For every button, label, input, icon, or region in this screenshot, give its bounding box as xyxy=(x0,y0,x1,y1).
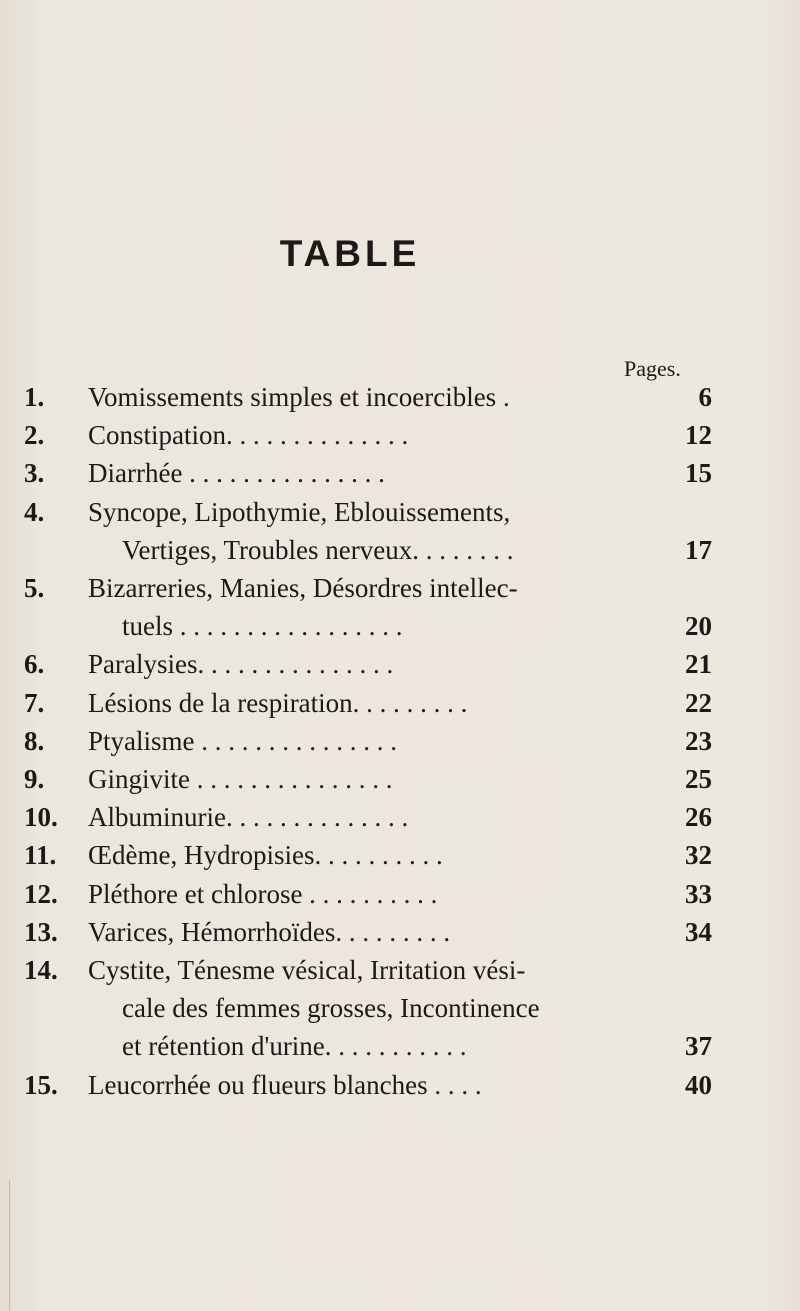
toc-entry-text: Leucorrhée ou flueurs blanches . . . . xyxy=(88,1069,482,1100)
toc-entry-text: Lésions de la respiration. . . . . . . . . xyxy=(88,687,468,718)
toc-entry-page: 12 xyxy=(685,420,712,451)
toc-entry-text: cale des femmes grosses, Incontinence xyxy=(122,993,540,1024)
toc-line xyxy=(0,458,800,498)
toc-line xyxy=(0,688,800,728)
toc-entry-text: Syncope, Lipothymie, Eblouissements, xyxy=(88,496,511,527)
toc-entry-number: 10. xyxy=(24,802,58,833)
toc-entry-page: 34 xyxy=(685,916,712,947)
toc-line xyxy=(0,382,800,422)
toc-line xyxy=(0,879,800,919)
toc-entry-number: 5. xyxy=(24,573,45,603)
toc-entry-page: 20 xyxy=(685,611,712,642)
toc-entry-number: 3. xyxy=(24,458,45,489)
toc-entry-number: 8. xyxy=(24,725,45,756)
page-title: TABLE xyxy=(279,233,421,274)
toc-entry-text: Constipation. . . . . . . . . . . . . . xyxy=(88,420,409,451)
toc-entry-page: 21 xyxy=(685,649,712,680)
toc-entry-page: 33 xyxy=(685,878,712,909)
toc-entry-text: Gingivite . . . . . . . . . . . . . . . xyxy=(88,764,393,794)
toc-entry-text: tuels . . . . . . . . . . . . . . . . . xyxy=(122,611,403,642)
toc-line xyxy=(0,573,800,613)
toc-entry-page: 40 xyxy=(685,1069,712,1100)
toc-line xyxy=(0,955,800,995)
toc-entry-text: Ptyalisme . . . . . . . . . . . . . . . xyxy=(88,725,397,756)
toc-entry-page: 32 xyxy=(685,840,712,871)
toc-entry-number: 14. xyxy=(24,955,58,985)
toc-line xyxy=(0,535,800,575)
toc-line xyxy=(0,726,800,766)
toc-entry-page: 23 xyxy=(685,725,712,756)
toc-entry-number: 15. xyxy=(24,1069,58,1100)
toc-line xyxy=(0,420,800,460)
toc-entry-text: Paralysies. . . . . . . . . . . . . . . xyxy=(88,649,394,680)
toc-line xyxy=(0,611,800,651)
toc-line xyxy=(0,840,800,880)
toc-entry-text: Pléthore et chlorose . . . . . . . . . . xyxy=(88,878,438,909)
toc-line xyxy=(0,802,800,842)
toc-entry-text: Bizarreries, Manies, Désordres intellec- xyxy=(88,573,518,603)
toc-entry-text: Vertiges, Troubles nerveux. . . . . . . . xyxy=(122,534,514,565)
toc-entry-text: Cystite, Ténesme vésical, Irritation vési- xyxy=(88,955,526,985)
toc-entry-number: 1. xyxy=(24,382,45,412)
toc-entry-text: Diarrhée . . . . . . . . . . . . . . . xyxy=(88,458,385,489)
toc-line xyxy=(0,917,800,957)
toc-line xyxy=(0,1031,800,1071)
toc-entry-page: 15 xyxy=(685,458,712,489)
toc-entry-number: 7. xyxy=(24,687,45,718)
toc-entry-page: 22 xyxy=(685,687,712,718)
toc-line xyxy=(0,497,800,537)
toc-entry-page: 26 xyxy=(685,802,712,833)
toc-entry-number: 4. xyxy=(24,496,45,527)
toc-line xyxy=(0,993,800,1033)
toc-entry-number: 12. xyxy=(24,878,58,909)
toc-entry-text: Albuminurie. . . . . . . . . . . . . . xyxy=(88,802,409,833)
toc-entry-page: 6 xyxy=(698,382,712,412)
toc-entry-page: 25 xyxy=(685,764,712,794)
toc-line xyxy=(0,649,800,689)
toc-entry-text: et rétention d'urine. . . . . . . . . . . xyxy=(122,1031,467,1062)
toc-entry-number: 9. xyxy=(24,764,45,794)
toc-entry-text: Varices, Hémorrhoïdes. . . . . . . . . xyxy=(88,916,451,947)
toc-entry-text: Œdème, Hydropisies. . . . . . . . . . xyxy=(88,840,443,871)
toc-entry-page: 37 xyxy=(685,1031,712,1062)
toc-entry-page: 17 xyxy=(685,534,712,565)
pages-column-header: Pages. xyxy=(624,356,681,381)
toc-entry-number: 2. xyxy=(24,420,45,451)
toc-entry-text: Vomissements simples et incoercibles . xyxy=(88,382,510,412)
toc-entry-number: 13. xyxy=(24,916,58,947)
toc-entry-number: 6. xyxy=(24,649,45,680)
toc-line xyxy=(0,1070,800,1110)
toc-line xyxy=(0,764,800,804)
toc-entry-number: 11. xyxy=(24,840,57,871)
page-edge-line xyxy=(9,1180,10,1311)
